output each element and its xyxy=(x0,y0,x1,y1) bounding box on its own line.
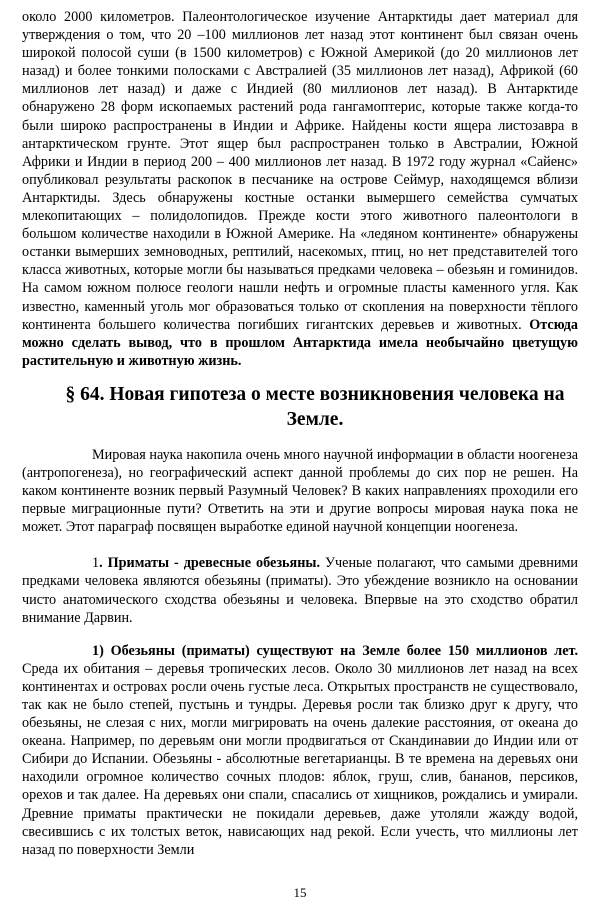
paragraph-antarctica-conclusion: Отсюда можно сделать вывод, что в прошлом Антарктида имела необычайно цветущую растительную и животную жизнь. xyxy=(22,316,578,369)
page-number: 15 xyxy=(293,885,307,900)
paragraph-primates xyxy=(22,554,578,626)
section-heading: § 64. Новая гипотеза о месте возникновения человека на Земле. xyxy=(65,383,565,430)
paragraph-monkeys-text: Среда их обитания – деревья тропических лесов. Около 30 миллионов лет назад на всех континентах и островах росли очень густые леса. Открытых пространств не существовало, так как не было степей, пустынь и тундры. Деревья росли так близко друг к другу, что обезьяны, не слезая с них, могли мигрировать на очень далекие расстояния, от океана до океана. Например, по деревьям они могли продвигаться от Скандинавии до Индии или от Сибири до Испании. Обезьяны - абсолютные вегетарианцы. В те времена на деревьях они находили огромное количество сочных плодов: яблок, груш, слив, бананов, персиков, орехов и так далее. На деревьях они спали, спасались от хищников, рождались и умирали. Древние приматы практически не покидали деревьев, даже утоляли жажду водой, свесившись с их толстых веток, нависающих над рекой. Если учесть, что миллионы лет назад по поверхности Земли xyxy=(22,660,578,858)
paragraph-primates-title: . Приматы - древесные обезьяны. xyxy=(99,555,321,572)
paragraph-monkeys-title: 1) Обезьяны (приматы) существуют на Земле более 150 миллионов лет. xyxy=(92,642,578,659)
paragraph-intro: Мировая наука накопила очень много научной информации в области ноогенеза (антропогенеза), но географический аспект данной проблемы до сих пор не решен. На каком континенте возник первый Разумный Человек? В каких направлениях проходили его первые миграционные пути? Ответить на эти и другие вопросы мировая наука пока не может. Этот параграф посвящен выработке единой научной концепции ноогенеза. xyxy=(22,446,578,536)
document-page xyxy=(22,8,578,859)
paragraph-primates-number: 1 xyxy=(92,555,100,572)
paragraph-antarctica xyxy=(22,8,578,370)
paragraph-primates-text: Ученые полагают, что самыми древними предками человека являются обезьяны (приматы). Это убеждение возникло на основании чисто анатомического сходства обезьяны и человека. Впервые на это сходство обратил внимание Дарвин. xyxy=(22,555,579,626)
paragraph-antarctica-text: около 2000 километров. Палеонтологическое изучение Антарктиды дает материал для утверждения о том, что 20 –100 миллионов лет назад этот континент был связан очень широкой полосой суши (в 1500 километров) с Южной Америкой (до 20 миллионов лет назад) и более тонкими полосками с Австралией (35 миллионов лет назад), Африкой (60 миллионов лет назад) и даже с Индией (80 миллионов лет назад). В Антарктиде обнаружено 28 форм ископаемых растений рода гангамоптерис, которые также когда-то были широко распространены в Индии и Африке. Найдены кости ящера листозавра в антарктическом грунте. Этот ящер был распространен только в Австралии, Южной Африки и Индии в период 200 – 400 миллионов лет назад. В 1972 году журнал «Сайенс» опубликовал результаты раскопок в песчанике на острове Сеймур, находящемся вблизи Антарктиды. Здесь обнаружены костные останки вымершего семейства сумчатых млекопитающих – полидолопидов. Прежде кости этого животного палеонтологи в большом количестве находили в Южной Америке. На «ледяном континенте» обнаружены останки вымерших земноводных, рептилий, насекомых, птиц, но нет представителей того класса животных, которые могли бы называться предками человека – обезьян и гоминидов. На самом южном полюсе геологи нашли нефть и огромные пласты каменного угля. Как известно, каменный уголь мог образоваться только от скопления на поверхности тёплого континента большего количества погибших гигантских деревьев и животных. xyxy=(22,9,578,333)
paragraph-monkeys xyxy=(22,642,578,859)
